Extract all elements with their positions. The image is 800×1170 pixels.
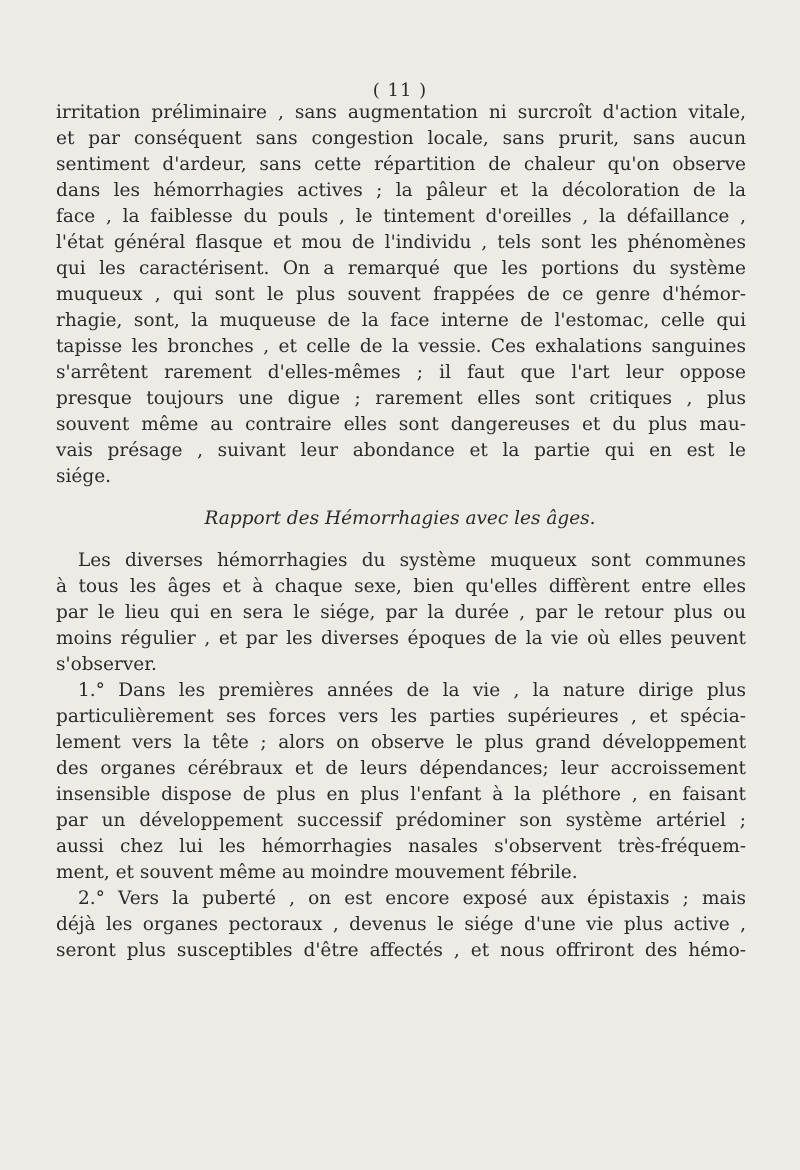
text-line: par le lieu qui en sera le siége, par la durée , par le retour plus ou	[56, 602, 746, 623]
text-line: 2.° Vers la puberté , on est encore exposé aux épistaxis ; mais	[78, 888, 746, 909]
text-line: irritation préliminaire , sans augmentation ni surcroît d'action vitale,	[56, 102, 746, 123]
text-line: vais présage , suivant leur abondance et la partie qui en est le	[56, 440, 746, 461]
text-line: des organes cérébraux et de leurs dépendances; leur accroissement	[56, 758, 746, 779]
text-line: dans les hémorrhagies actives ; la pâleur et la décoloration de la	[56, 180, 746, 201]
text-line: l'état général flasque et mou de l'individu , tels sont les phénomènes	[56, 232, 746, 253]
text-line: à tous les âges et à chaque sexe, bien qu'elles diffèrent entre elles	[56, 576, 746, 597]
text-line: sentiment d'ardeur, sans cette répartition de chaleur qu'on observe	[56, 154, 746, 175]
text-line: par un développement successif prédominer son système artériel ;	[56, 810, 746, 831]
text-line: moins régulier , et par les diverses époques de la vie où elles peuvent	[56, 628, 746, 649]
paragraph-1	[56, 100, 746, 490]
text-line: ment, et souvent même au moindre mouvement fébrile.	[56, 862, 578, 883]
text-line: Les diverses hémorrhagies du système muqueux sont communes	[78, 550, 746, 571]
text-line: face , la faiblesse du pouls , le tintement d'oreilles , la défaillance ,	[56, 206, 746, 227]
text-line: souvent même au contraire elles sont dangereuses et du plus mau-	[56, 414, 746, 435]
paragraph-3	[56, 678, 746, 886]
text-line: presque toujours une digue ; rarement elles sont critiques , plus	[56, 388, 746, 409]
text-line: aussi chez lui les hémorrhagies nasales s'observent très-fréquem-	[56, 836, 746, 857]
text-line: tapisse les bronches , et celle de la vessie. Ces exhalations sanguines	[56, 336, 746, 357]
text-line: s'arrêtent rarement d'elles-mêmes ; il faut que l'art leur oppose	[56, 362, 746, 383]
text-line: s'observer.	[56, 654, 157, 675]
paragraph-2	[56, 548, 746, 678]
text-line: insensible dispose de plus en plus l'enfant à la pléthore , en faisant	[56, 784, 746, 805]
text-line: déjà les organes pectoraux , devenus le siége d'une vie plus active ,	[56, 914, 746, 935]
text-line: siége.	[56, 466, 112, 487]
text-line: et par conséquent sans congestion locale, sans prurit, sans aucun	[56, 128, 746, 149]
section-heading: Rapport des Hémorrhagies avec les âges.	[204, 508, 596, 529]
text-line: particulièrement ses forces vers les parties supérieures , et spécia-	[56, 706, 746, 727]
text-line: muqueux , qui sont le plus souvent frappées de ce genre d'hémor-	[56, 284, 746, 305]
text-line: 1.° Dans les premières années de la vie , la nature dirige plus	[78, 680, 746, 701]
text-line: rhagie, sont, la muqueuse de la face interne de l'estomac, celle qui	[56, 310, 746, 331]
page-number: ( 11 )	[372, 80, 428, 101]
text-line: seront plus susceptibles d'être affectés , et nous offriront des hémo-	[56, 940, 746, 961]
paragraph-4	[56, 886, 746, 964]
text-line: lement vers la tête ; alors on observe le plus grand développement	[56, 732, 746, 753]
text-line: qui les caractérisent. On a remarqué que les portions du système	[56, 258, 746, 279]
